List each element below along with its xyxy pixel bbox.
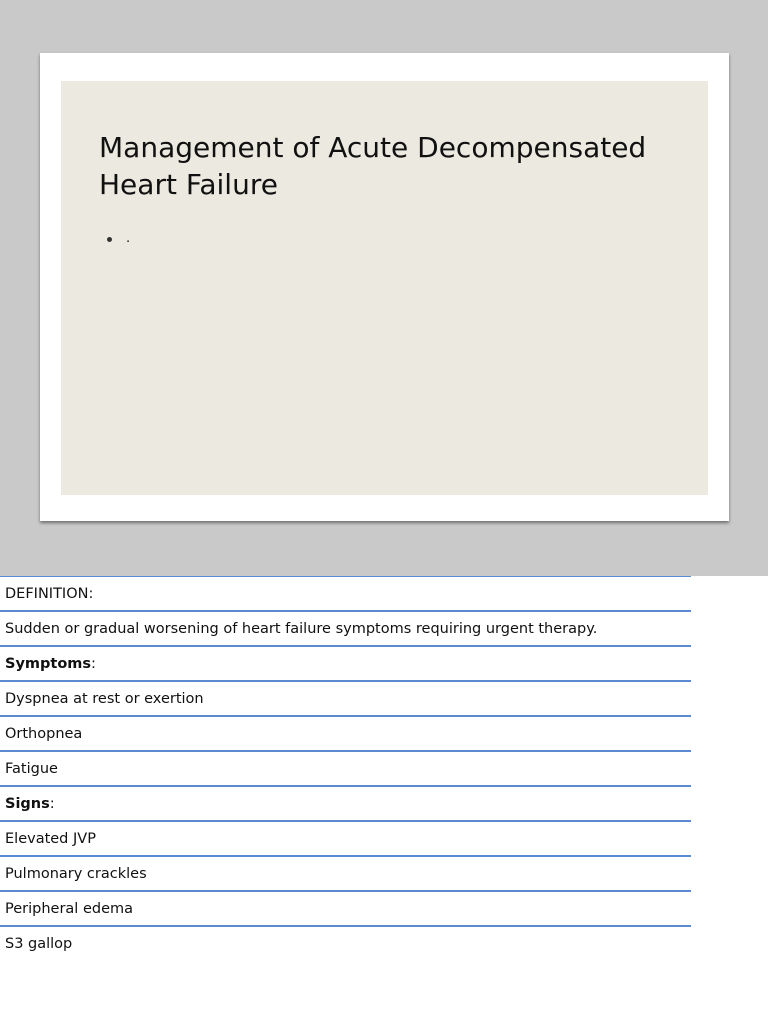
notes-row — [0, 717, 691, 752]
notes-row — [0, 892, 691, 927]
slide-bullet-item — [107, 229, 130, 246]
notes-row-text: S3 gallop — [5, 935, 73, 952]
notes-row-text: Dyspnea at rest or exertion — [5, 690, 204, 707]
slide-content-panel — [61, 81, 708, 495]
notes-row — [0, 857, 691, 892]
notes-row-text: Sudden or gradual worsening of heart failure symptoms requiring urgent therapy. — [5, 620, 598, 637]
notes-row-text: : — [49, 795, 55, 812]
notes-row — [0, 647, 691, 682]
notes-row-text: : — [91, 655, 96, 672]
notes-row-text: Fatigue — [5, 760, 58, 777]
slide-bullet-text: . — [126, 229, 131, 246]
notes-row-text: DEFINITION: — [5, 585, 94, 602]
notes-row — [0, 612, 691, 647]
notes-row — [0, 577, 691, 612]
slide-title: Management of Acute Decompensated Heart Failure — [99, 131, 647, 201]
notes-row-bold: Symptoms — [5, 655, 92, 672]
bullet-icon — [107, 237, 112, 242]
notes-row — [0, 752, 691, 787]
notes-row-bold: Signs — [5, 795, 50, 812]
notes-row-text: Pulmonary crackles — [5, 865, 147, 882]
speaker-notes-table — [0, 576, 691, 960]
notes-row-text: Orthopnea — [5, 725, 83, 742]
slide[interactable] — [40, 53, 729, 521]
notes-row-text: Peripheral edema — [5, 900, 133, 917]
notes-row-text: Elevated JVP — [5, 830, 96, 847]
notes-row — [0, 822, 691, 857]
notes-row — [0, 927, 691, 960]
notes-row — [0, 787, 691, 822]
notes-row — [0, 682, 691, 717]
